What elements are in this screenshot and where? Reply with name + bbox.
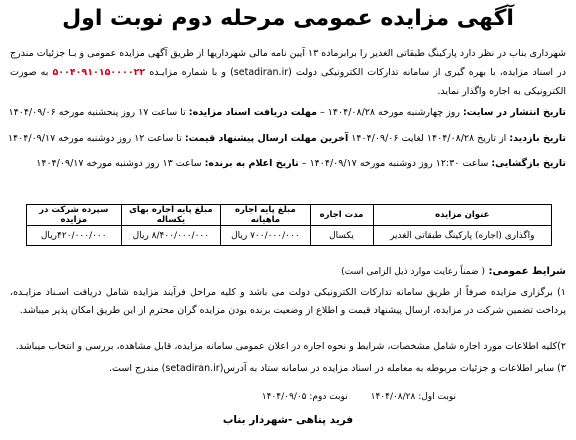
publish-text: روز چهارشنبه مورخه ۱۴۰۴/۰۸/۲۸ – (320, 107, 460, 118)
visit-date-line (7, 132, 566, 146)
second-publication-date: نوبت دوم: ۱۴۰۴/۰۹/۰۵ (261, 392, 348, 402)
table-cell: ۷۰۰/۰۰۰/۰۰۰ ریال (221, 226, 310, 246)
table-header: مدت اجاره (310, 205, 373, 226)
publication-dates (262, 392, 456, 402)
table-cell: ۸/۴۰۰/۰۰۰/۰۰۰ ریال (121, 226, 221, 246)
condition-item-3: ۳) سایر اطلاعات و جزئیات مربوطه به معامله در اسناد مزایده در سامانه ستاد به آدرس(setadiran.ir) مندرج است. (109, 363, 566, 374)
winner-text: ساعت ۱۳ روز دوشنبه مورخه ۱۴۰۴/۰۹/۱۷ (36, 158, 202, 169)
table-header: عنوان مزایده (373, 205, 552, 226)
table-header: سپرده شرکت در مزایده (27, 205, 122, 226)
table-header: مبلغ پایه اجاره بهای یکساله (121, 205, 221, 226)
visit-text: از تاریخ ۱۴۰۴/۰۸/۲۸ لغایت ۱۴۰۴/۰۹/۰۶ (351, 133, 507, 144)
auction-number: ۵۰۰۴۰۹۱۰۱۵۰۰۰۰۲۲ (52, 67, 146, 78)
opening-label: تاریخ بازگشایی: (491, 158, 566, 169)
table-header: مبلغ پایه اجاره ماهیانه (221, 205, 310, 226)
winner-label: تاریخ اعلام به برنده: (204, 158, 299, 169)
condition-item-1: ۱) برگزاری مزایده صرفاً از طریق سامانه تدارکات الکترونیکی دولت می باشد و کلیه مراحل فرآیند مزایده شامل دریافت اسـناد مزایـده، پرداخت تضمین شرکت در مزایده، ارسال پیشنهاد قیمت و اطلاع از وضعیت برنده بودن مزایده گران محترم از این طریق امکان پذیر میباشد. (10, 287, 566, 316)
conditions-title: شرایط عمومی: (488, 266, 566, 277)
first-publication-date: نوبت اول: ۱۴۰۴/۰۸/۲۸ (370, 392, 456, 402)
table-row (27, 226, 552, 246)
intro-text: شهرداری بناب در نظر دارد پارکینگ طبقاتی الغدیر را برابرماده ۱۳ آیین نامه مالی شهرداریها از طریق آگهی مزایده عمومی و بـا جزئیات مندرج در اسناد مزایده، با بهره گیری از سامانه تدارکات الکترونیکی دولت (setadiran.ir) و با شماره مزایـده (10, 48, 566, 78)
publish-label: تاریخ انتشار در سایت: (462, 107, 566, 118)
table-cell: ۴۲۰/۰۰۰/۰۰۰ریال (27, 226, 122, 246)
table-cell: واگذاری (اجاره) پارکینگ طبقاتی الغدیر (373, 226, 552, 246)
conditions-heading (341, 266, 566, 277)
docs-deadline-text: تا ساعت ۱۷ روز پنجشنبه مورخه ۱۴۰۴/۰۹/۰۶ (8, 107, 186, 118)
publish-date-line (10, 106, 566, 120)
visit-label: تاریخ بازدید: (509, 133, 566, 144)
conditions-note: ( ضمناً رعایت موارد ذیل الزامی است) (341, 267, 485, 277)
condition-item-2: ۲)کلیه اطلاعات مورد اجاره شامل مشخصات، شرایط و نحوه اجاره در اعلان عمومی سامانه مزایده، قابل مشاهده، بررسی و انتخاب میباشد. (15, 341, 566, 352)
table-cell: یکسال (310, 226, 373, 246)
intro-tail: به صورت الکترونیکی به اجاره واگذار نماید. (10, 67, 566, 97)
opening-date-line (10, 157, 566, 171)
table-header-row (27, 205, 552, 226)
intro-paragraph (10, 44, 566, 101)
opening-text: ساعت ۱۲:۳۰ روز دوشنبه مورخه ۱۴۰۴/۰۹/۱۷ – (301, 158, 489, 169)
offer-deadline-text: تا ساعت ۱۲ روز دوشنبه مورخه ۱۴۰۴/۰۹/۱۷ (7, 133, 182, 144)
auction-table (26, 204, 552, 246)
notice-title: آگهی مزایده عمومی مرحله دوم نوبت اول (62, 6, 514, 31)
offer-deadline-label: آخرین مهلت ارسال پیشنهاد قیمت: (184, 133, 349, 144)
docs-deadline-label: مهلت دریافت اسناد مزایده: (188, 107, 317, 118)
signature: فرید پناهی -شهردار بناب (222, 414, 354, 426)
